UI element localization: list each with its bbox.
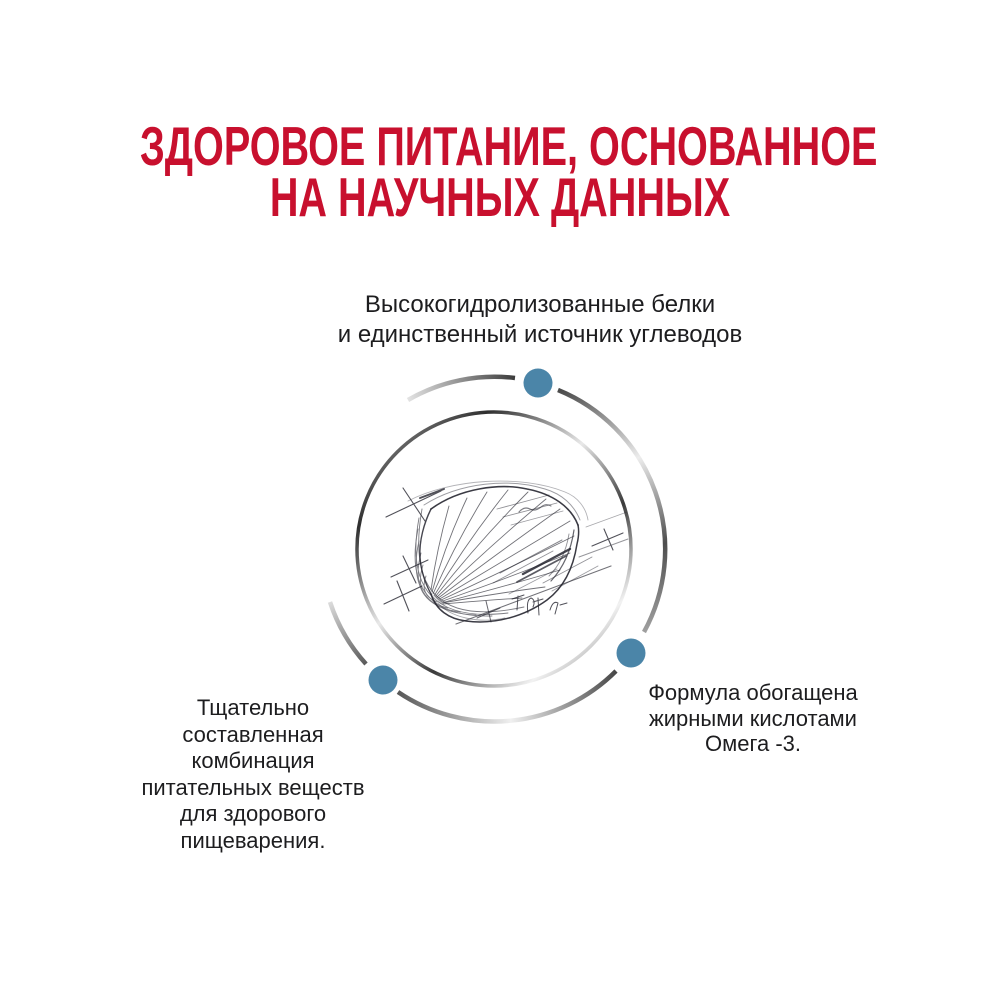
callout-line: жирными кислотами (649, 705, 857, 731)
callout-line: и единственный источник углеводов (337, 321, 743, 348)
callout-line: пищеварения. (180, 827, 326, 853)
callout-line: Омега -3. (704, 731, 802, 756)
callout-line: питательных веществ (141, 774, 365, 800)
callout-line: Высокогидролизованные белки (364, 291, 716, 318)
callout-line: для здорового (179, 801, 327, 826)
callout-line: комбинация (191, 748, 315, 773)
kibble-sketch-illustration (384, 481, 628, 624)
outer-ring-segment-right (558, 390, 665, 632)
omega3-marker-dot (617, 639, 646, 668)
page-title-line-2: НА НАУЧНЫХ ДАННЫХ (269, 166, 731, 228)
callout-line: Тщательно (196, 695, 310, 720)
digestion-marker-dot (369, 666, 398, 695)
outer-ring-segment-bottom (398, 671, 616, 721)
page-title-line-1: ЗДОРОВОЕ ПИТАНИЕ, ОСНОВАННОЕ (140, 115, 878, 177)
outer-ring-segment-top-left (408, 377, 515, 400)
outer-ring-segment-left (330, 602, 366, 664)
inner-ring (357, 412, 631, 686)
callout-line: составленная (182, 721, 324, 747)
callout-line: Формула обогащена (648, 680, 858, 705)
protein-marker-dot (524, 369, 553, 398)
